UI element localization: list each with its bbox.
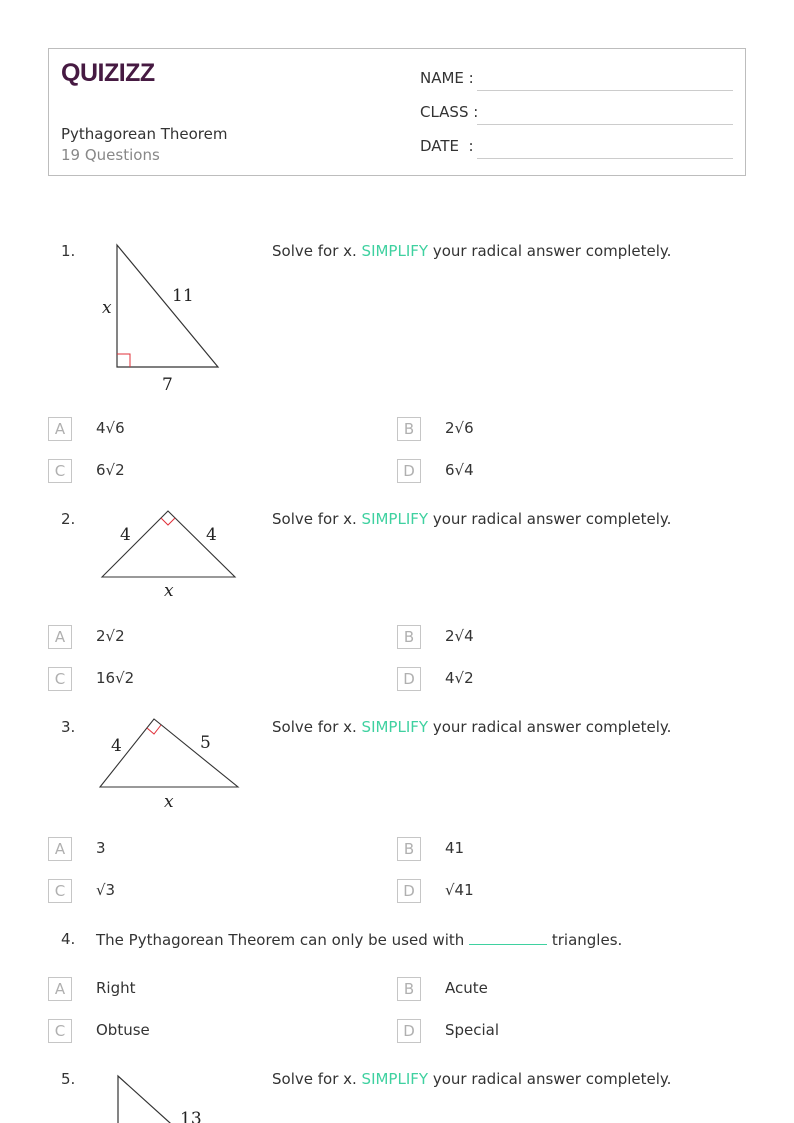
option-letter-box[interactable]: B xyxy=(397,837,421,861)
option-letter-box[interactable]: C xyxy=(48,459,72,483)
svg-text:x: x xyxy=(164,792,174,812)
option-letter-box[interactable]: B xyxy=(397,417,421,441)
option-text[interactable]: 16√2 xyxy=(96,669,135,687)
svg-text:x: x xyxy=(102,298,112,318)
question-text: Solve for x. SIMPLIFY your radical answer completely. xyxy=(272,1070,672,1088)
right-angle-marker xyxy=(117,354,130,367)
option-text[interactable]: 4√6 xyxy=(96,419,125,437)
option-text[interactable]: Obtuse xyxy=(96,1021,150,1039)
option-text[interactable]: √3 xyxy=(96,881,116,899)
option-text[interactable]: Special xyxy=(445,1021,500,1039)
option-letter-box[interactable]: A xyxy=(48,977,72,1001)
option-letter-box[interactable]: C xyxy=(48,1019,72,1043)
question-number: 3. xyxy=(61,718,76,736)
question-count: 19 Questions xyxy=(61,146,160,164)
answer-blank xyxy=(469,930,547,945)
option-letter-box[interactable]: B xyxy=(397,977,421,1001)
option-letter-box[interactable]: C xyxy=(48,879,72,903)
option-letter-box[interactable]: A xyxy=(48,417,72,441)
svg-text:x: x xyxy=(164,581,174,601)
svg-text:13: 13 xyxy=(180,1109,202,1123)
option-letter-box[interactable]: D xyxy=(397,879,421,903)
q2-triangle-diagram xyxy=(102,511,235,601)
option-letter-box[interactable]: B xyxy=(397,625,421,649)
question-text: Solve for x. SIMPLIFY your radical answer completely. xyxy=(272,242,672,260)
question-number: 5. xyxy=(61,1070,76,1088)
option-letter-box[interactable]: D xyxy=(397,1019,421,1043)
name-label: NAME : xyxy=(420,69,474,87)
date-label: DATE : xyxy=(420,137,474,155)
option-text[interactable]: 6√4 xyxy=(445,461,474,479)
class-label: CLASS : xyxy=(420,103,479,121)
right-angle-marker xyxy=(147,725,161,734)
option-text[interactable]: 2√4 xyxy=(445,627,474,645)
option-text[interactable]: 2√2 xyxy=(96,627,125,645)
question-number: 2. xyxy=(61,510,76,528)
option-text[interactable]: 2√6 xyxy=(445,419,474,437)
question-number: 4. xyxy=(61,930,76,948)
question-number: 1. xyxy=(61,242,76,260)
right-angle-marker xyxy=(161,518,175,525)
option-text[interactable]: √41 xyxy=(445,881,474,899)
option-letter-box[interactable]: C xyxy=(48,667,72,691)
svg-text:11: 11 xyxy=(172,286,194,306)
option-letter-box[interactable]: A xyxy=(48,625,72,649)
option-letter-box[interactable]: D xyxy=(397,667,421,691)
option-text[interactable]: 6√2 xyxy=(96,461,125,479)
option-letter-box[interactable]: D xyxy=(397,459,421,483)
q3-triangle-diagram xyxy=(100,719,238,812)
question-text: Solve for x. SIMPLIFY your radical answer completely. xyxy=(272,510,672,528)
option-text[interactable]: 4√2 xyxy=(445,669,474,687)
option-text[interactable]: Right xyxy=(96,979,136,997)
svg-text:4: 4 xyxy=(111,736,122,756)
option-text[interactable]: 3 xyxy=(96,839,106,857)
quizizz-logo: QUIZIZZ xyxy=(61,59,155,87)
question-text: Solve for x. SIMPLIFY your radical answer completely. xyxy=(272,718,672,736)
option-text[interactable]: Acute xyxy=(445,979,488,997)
question-text: The Pythagorean Theorem can only be used with triangles. xyxy=(96,931,623,949)
svg-text:7: 7 xyxy=(162,375,173,395)
worksheet-title: Pythagorean Theorem xyxy=(61,125,228,143)
option-text[interactable]: 41 xyxy=(445,839,465,857)
svg-text:5: 5 xyxy=(200,733,211,753)
q5-triangle-diagram xyxy=(118,1076,202,1123)
option-letter-box[interactable]: A xyxy=(48,837,72,861)
svg-text:4: 4 xyxy=(120,525,131,545)
svg-text:4: 4 xyxy=(206,525,217,545)
q1-triangle-diagram xyxy=(102,245,218,395)
